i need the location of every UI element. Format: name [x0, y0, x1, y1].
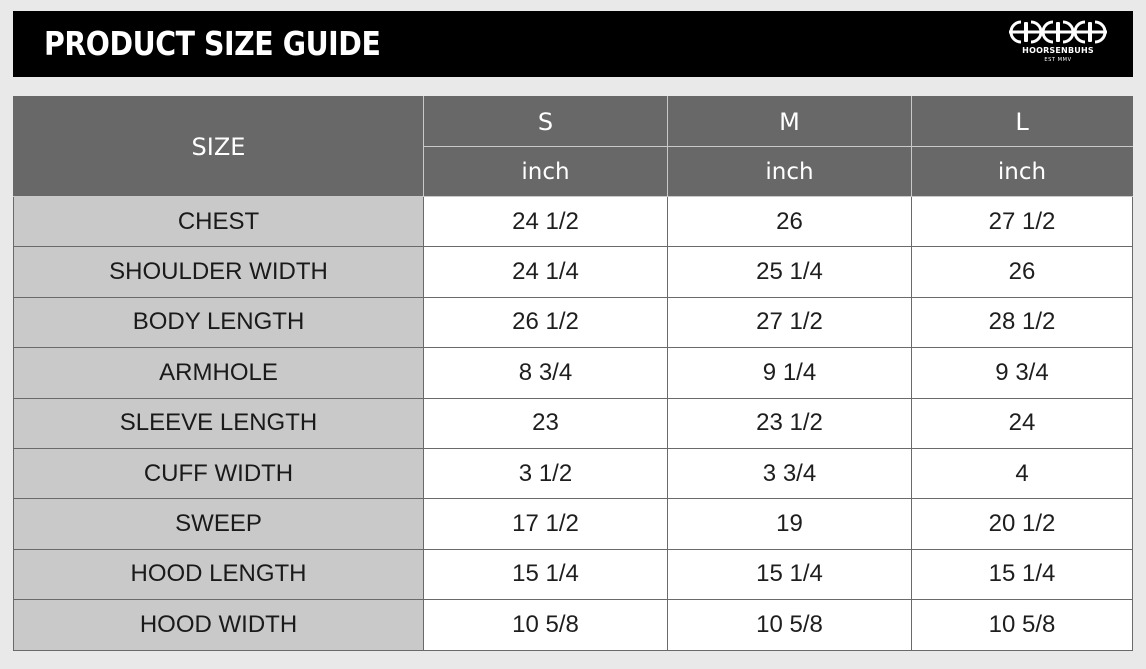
- brand-tagline: EST MMV: [1044, 57, 1072, 63]
- size-s-header: S: [424, 97, 668, 147]
- table-row: [14, 247, 1133, 297]
- measurement-label: HOOD LENGTH: [14, 549, 424, 599]
- measurement-value-m: 3 3/4: [668, 448, 912, 498]
- table-row: [14, 398, 1133, 448]
- measurement-value-s: 15 1/4: [424, 549, 668, 599]
- measurement-value-m: 26: [668, 197, 912, 247]
- measurement-value-s: 3 1/2: [424, 448, 668, 498]
- measurement-value-l: 15 1/4: [912, 549, 1133, 599]
- measurement-value-m: 25 1/4: [668, 247, 912, 297]
- measurement-value-s: 24 1/4: [424, 247, 668, 297]
- size-l-header: L: [912, 97, 1133, 147]
- measurement-value-s: 26 1/2: [424, 297, 668, 347]
- size-s-unit: inch: [424, 147, 668, 197]
- measurement-value-s: 10 5/8: [424, 600, 668, 650]
- measurement-value-l: 26: [912, 247, 1133, 297]
- measurement-value-m: 15 1/4: [668, 549, 912, 599]
- measurement-label: CHEST: [14, 197, 424, 247]
- size-m-unit: inch: [668, 147, 912, 197]
- measurement-value-l: 27 1/2: [912, 197, 1133, 247]
- table-row: [14, 549, 1133, 599]
- measurement-value-s: 23: [424, 398, 668, 448]
- measurement-value-l: 10 5/8: [912, 600, 1133, 650]
- measurement-value-l: 24: [912, 398, 1133, 448]
- measurement-value-m: 23 1/2: [668, 398, 912, 448]
- measurement-value-s: 24 1/2: [424, 197, 668, 247]
- table-row: [14, 348, 1133, 398]
- size-header-row: [14, 97, 1133, 147]
- size-m-header: M: [668, 97, 912, 147]
- measurement-value-m: 9 1/4: [668, 348, 912, 398]
- measurement-value-l: 4: [912, 448, 1133, 498]
- measurement-value-l: 28 1/2: [912, 297, 1133, 347]
- table-row: [14, 600, 1133, 650]
- page-title: PRODUCT SIZE GUIDE: [44, 24, 381, 63]
- measurement-value-s: 8 3/4: [424, 348, 668, 398]
- table-row: [14, 448, 1133, 498]
- measurement-label: SHOULDER WIDTH: [14, 247, 424, 297]
- size-guide-table: [13, 96, 1133, 651]
- measurement-value-m: 27 1/2: [668, 297, 912, 347]
- measurement-label: SLEEVE LENGTH: [14, 398, 424, 448]
- table-row: [14, 197, 1133, 247]
- measurement-label: ARMHOLE: [14, 348, 424, 398]
- brand-name: HOORSENBUHS: [1022, 46, 1094, 55]
- measurement-label: HOOD WIDTH: [14, 600, 424, 650]
- table-row: [14, 499, 1133, 549]
- size-column-header: SIZE: [14, 97, 424, 197]
- brand-logo: [1006, 19, 1110, 75]
- measurement-label: BODY LENGTH: [14, 297, 424, 347]
- measurement-value-m: 19: [668, 499, 912, 549]
- size-l-unit: inch: [912, 147, 1133, 197]
- measurement-label: CUFF WIDTH: [14, 448, 424, 498]
- header-banner: [13, 11, 1133, 77]
- measurement-label: SWEEP: [14, 499, 424, 549]
- measurement-value-m: 10 5/8: [668, 600, 912, 650]
- chain-link-icon: [1009, 19, 1107, 45]
- table-row: [14, 297, 1133, 347]
- measurement-value-l: 20 1/2: [912, 499, 1133, 549]
- measurement-value-s: 17 1/2: [424, 499, 668, 549]
- measurement-value-l: 9 3/4: [912, 348, 1133, 398]
